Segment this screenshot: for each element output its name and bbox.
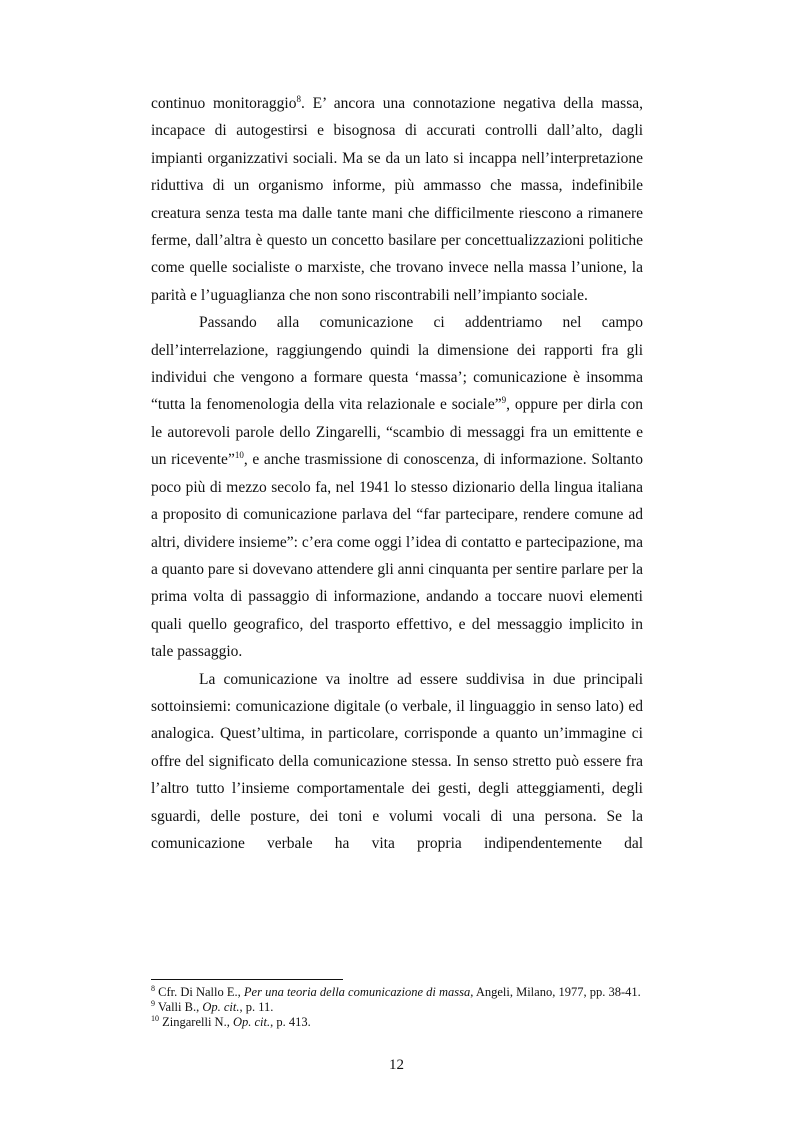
body-text	[151, 90, 643, 857]
paragraph	[151, 309, 643, 665]
footnote-number: 8	[151, 983, 155, 993]
footnote-ref-8: 8	[296, 93, 301, 104]
text-run: , e anche trasmissione di conoscenza, di informazione. Soltanto poco più di mezzo secolo fa, nel 1941 lo stesso dizionario della lingua italiana a proposito di comunicazione parlava del “far partecipare, rendere comune ad altri, dividere insieme”: c’era come oggi l’idea di contatto e partecipazione, ma a quanto pare si dovevano attendere gli anni cinquanta per sentire parlare per la prima volta di passaggio di informazione, andando a toccare nuovi elementi quali quello geografico, del trasporto effettivo, e del messaggio implicito in tale passaggio.	[151, 451, 643, 661]
footnote-9	[151, 1000, 643, 1015]
footnote-text: Zingarelli N.,	[159, 1015, 233, 1029]
page-number: 12	[389, 1057, 404, 1073]
footnote-text: Cfr. Di Nallo E.,	[155, 985, 244, 999]
text-run: . E’ ancora una connotazione negativa della massa, incapace di autogestirsi e bisognosa di accurati controlli dall’alto, dagli impianti organizzativi sociali. Ma se da un lato si incappa nell’interpretazione riduttiva di un organismo informe, più ammasso che massa, indefinibile creatura senza testa ma dalle tante mani che difficilmente riescono a rimanere ferme, dall’altra è questo un concetto basilare per concettualizzazioni politiche come quelle socialiste o marxiste, che trovano invece nella massa l’unione, la parità e l’uguaglianza che non sono riscontrabili nell’impianto sociale.	[151, 95, 644, 304]
footnote-text: , Angeli, Milano, 1977, pp. 38-41.	[470, 985, 641, 999]
footnote-8	[151, 985, 643, 1000]
footnote-text: , p. 11.	[239, 1000, 274, 1014]
footnote-text: , p. 413.	[270, 1015, 311, 1029]
footnote-number: 9	[151, 998, 155, 1008]
footnote-ref-9: 9	[501, 395, 507, 406]
text-run: Passando alla comunicazione ci addentriamo nel campo dell’interrelazione, raggiungendo quindi la dimensione dei rapporti fra gli individui che vengono a formare questa ‘massa’; comunicazione è insomma “tutta la fenomenologia della vita relazionale e sociale”	[151, 314, 643, 414]
text-run: , oppure per dirla con le autorevoli parole dello Zingarelli, “scambio di messaggi fra un emittente e un ricevente”	[151, 396, 643, 469]
footnote-title: Per una teoria della comunicazione di massa	[243, 985, 471, 999]
footnotes	[151, 985, 643, 1030]
paragraph	[151, 90, 643, 309]
text-run: La comunicazione va inoltre ad essere suddivisa in due principali sottoinsiemi: comunicazione digitale (o verbale, il linguaggio in senso lato) ed analogica. Quest’ultima, in particolare, corrisponde a quanto un’immagine ci offre del significato della comunicazione stessa. In senso stretto può essere fra l’altro tutto l’insieme comportamentale dei gesti, degli atteggiamenti, degli sguardi, delle posture, dei toni e volumi vocali di una persona. Se la comunicazione verbale ha vita propria indipendentemente dal	[151, 670, 643, 852]
footnote-title: Op. cit.	[232, 1015, 271, 1029]
footnote-text: Valli B.,	[155, 1000, 203, 1014]
paragraph	[151, 666, 643, 858]
footnote-number: 10	[151, 1013, 159, 1023]
footnote-separator	[151, 979, 343, 980]
footnote-10	[151, 1015, 643, 1030]
footnote-ref-10: 10	[234, 450, 244, 461]
text-run: continuo monitoraggio	[151, 95, 297, 112]
footnote-title: Op. cit.	[202, 1000, 240, 1014]
